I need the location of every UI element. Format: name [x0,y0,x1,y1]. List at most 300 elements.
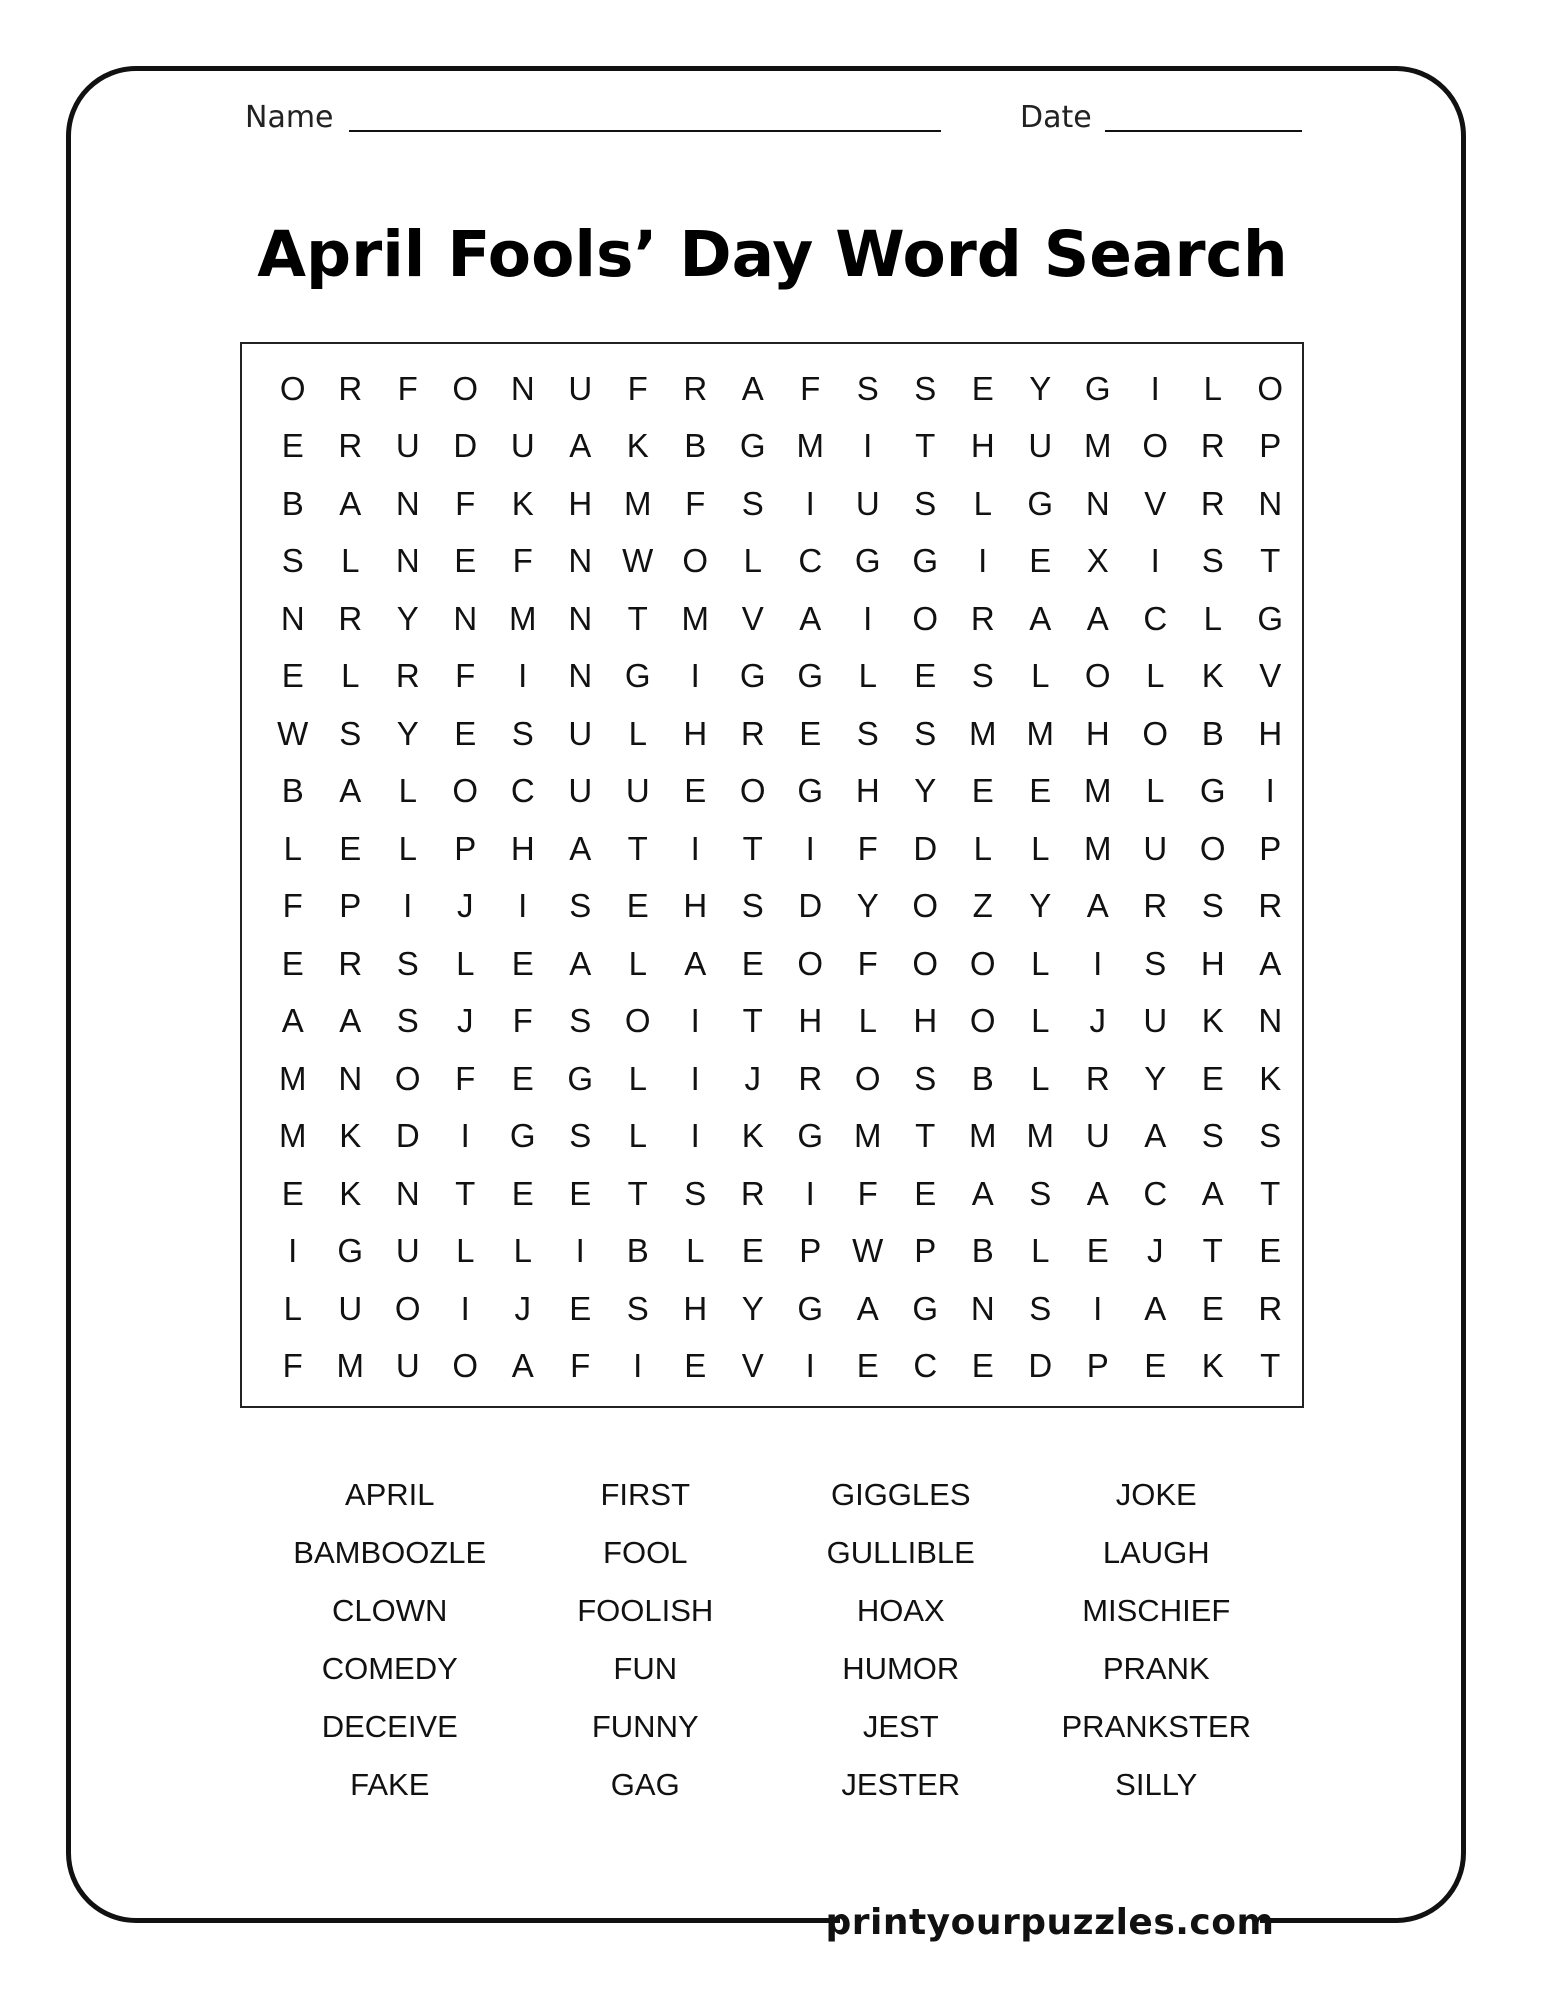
grid-cell[interactable]: J [457,887,474,925]
grid-cell[interactable]: E [511,1059,534,1097]
grid-cell[interactable]: E [1259,1232,1282,1270]
grid-cell[interactable]: J [1147,1232,1164,1270]
grid-cell[interactable]: U [1085,1117,1110,1155]
grid-cell[interactable]: E [511,944,534,982]
grid-cell[interactable]: S [856,369,879,407]
grid-cell[interactable]: Y [1029,369,1052,407]
grid-cell[interactable]: S [741,484,764,522]
grid-cell[interactable]: O [1257,369,1284,407]
grid-cell[interactable]: O [1142,714,1169,752]
grid-cell[interactable]: E [569,1174,592,1212]
grid-cell[interactable]: M [279,1059,307,1097]
grid-cell[interactable]: H [855,772,880,810]
grid-cell[interactable]: R [798,1059,823,1097]
grid-cell[interactable]: N [1258,1002,1283,1040]
grid-cell[interactable]: F [512,542,533,580]
grid-cell[interactable]: H [913,1002,938,1040]
grid-cell[interactable]: H [1085,714,1110,752]
grid-cell[interactable]: F [570,1347,591,1385]
grid-cell[interactable]: V [741,1347,764,1385]
name-line[interactable] [349,130,941,132]
grid-cell[interactable]: S [971,657,994,695]
grid-cell[interactable]: I [288,1232,298,1270]
grid-cell[interactable]: J [744,1059,761,1097]
grid-cell[interactable]: I [403,887,413,925]
grid-cell[interactable]: S [1201,542,1224,580]
grid-cell[interactable]: I [1093,1289,1103,1327]
grid-cell[interactable]: F [857,944,878,982]
grid-cell[interactable]: H [798,1002,823,1040]
grid-cell[interactable]: A [339,772,362,810]
grid-cell[interactable]: U [568,772,593,810]
grid-cell[interactable]: K [741,1117,764,1155]
grid-cell[interactable]: S [1029,1174,1052,1212]
grid-cell[interactable]: T [627,829,648,867]
grid-cell[interactable]: U [1028,427,1053,465]
grid-cell[interactable]: T [915,1117,936,1155]
grid-cell[interactable]: N [395,1174,420,1212]
grid-cell[interactable]: F [857,829,878,867]
grid-cell[interactable]: F [455,1059,476,1097]
grid-cell[interactable]: N [1085,484,1110,522]
grid-cell[interactable]: A [799,599,822,637]
grid-cell[interactable]: L [858,657,877,695]
grid-cell[interactable]: G [797,1117,824,1155]
grid-cell[interactable]: F [455,484,476,522]
grid-cell[interactable]: E [511,1174,534,1212]
grid-cell[interactable]: E [684,772,707,810]
grid-cell[interactable]: R [395,657,420,695]
grid-cell[interactable]: E [914,657,937,695]
grid-cell[interactable]: H [1200,944,1225,982]
grid-cell[interactable]: M [969,714,997,752]
grid-cell[interactable]: U [855,484,880,522]
grid-cell[interactable]: R [683,369,708,407]
grid-cell[interactable]: L [398,829,417,867]
grid-cell[interactable]: M [1084,772,1112,810]
grid-cell[interactable]: E [626,887,649,925]
grid-cell[interactable]: G [624,657,651,695]
grid-cell[interactable]: N [338,1059,363,1097]
grid-cell[interactable]: T [627,1174,648,1212]
grid-cell[interactable]: O [969,1002,996,1040]
grid-cell[interactable]: R [338,369,363,407]
grid-cell[interactable]: R [970,599,995,637]
grid-cell[interactable]: Y [1144,1059,1167,1097]
grid-cell[interactable]: O [1084,657,1111,695]
grid-cell[interactable]: B [281,484,304,522]
grid-cell[interactable]: E [281,1174,304,1212]
grid-cell[interactable]: U [395,427,420,465]
grid-cell[interactable]: I [690,1059,700,1097]
grid-cell[interactable]: K [339,1117,362,1155]
grid-cell[interactable]: E [914,1174,937,1212]
grid-cell[interactable]: O [394,1289,421,1327]
grid-cell[interactable]: Y [396,714,419,752]
grid-cell[interactable]: L [341,542,360,580]
grid-cell[interactable]: O [969,944,996,982]
grid-cell[interactable]: W [852,1232,884,1270]
grid-cell[interactable]: O [452,772,479,810]
grid-cell[interactable]: U [395,1232,420,1270]
grid-cell[interactable]: A [684,944,707,982]
grid-cell[interactable]: G [1199,772,1226,810]
grid-cell[interactable]: A [1144,1289,1167,1327]
grid-cell[interactable]: E [1029,542,1052,580]
grid-cell[interactable]: S [914,369,937,407]
grid-cell[interactable]: N [568,599,593,637]
grid-cell[interactable]: I [805,1347,815,1385]
grid-cell[interactable]: X [1086,542,1109,580]
grid-cell[interactable]: G [912,542,939,580]
grid-cell[interactable]: K [511,484,534,522]
grid-cell[interactable]: S [339,714,362,752]
grid-cell[interactable]: L [341,657,360,695]
grid-cell[interactable]: D [453,427,478,465]
grid-cell[interactable]: S [856,714,879,752]
grid-cell[interactable]: W [622,542,654,580]
grid-cell[interactable]: I [1265,772,1275,810]
grid-cell[interactable]: I [690,657,700,695]
grid-cell[interactable]: N [510,369,535,407]
grid-cell[interactable]: M [509,599,537,637]
grid-cell[interactable]: T [627,599,648,637]
grid-cell[interactable]: I [460,1289,470,1327]
grid-cell[interactable]: A [741,369,764,407]
grid-cell[interactable]: S [1201,887,1224,925]
grid-cell[interactable]: T [742,829,763,867]
grid-cell[interactable]: E [1201,1059,1224,1097]
grid-cell[interactable]: R [338,944,363,982]
grid-cell[interactable]: S [281,542,304,580]
grid-cell[interactable]: L [973,484,992,522]
grid-cell[interactable]: I [805,484,815,522]
grid-cell[interactable]: D [798,887,823,925]
grid-cell[interactable]: A [569,427,592,465]
grid-cell[interactable]: O [682,542,709,580]
grid-cell[interactable]: A [1086,599,1109,637]
grid-cell[interactable]: O [912,944,939,982]
grid-cell[interactable]: L [1146,657,1165,695]
grid-cell[interactable]: L [628,1059,647,1097]
grid-cell[interactable]: E [281,944,304,982]
grid-cell[interactable]: L [513,1232,532,1270]
grid-cell[interactable]: F [800,369,821,407]
grid-cell[interactable]: V [1144,484,1167,522]
grid-cell[interactable]: O [394,1059,421,1097]
grid-cell[interactable]: L [1031,1232,1050,1270]
grid-cell[interactable]: R [338,427,363,465]
grid-cell[interactable]: M [1084,829,1112,867]
grid-cell[interactable]: O [279,369,306,407]
grid-cell[interactable]: O [739,772,766,810]
grid-cell[interactable]: L [628,1117,647,1155]
grid-cell[interactable]: E [1029,772,1052,810]
grid-cell[interactable]: R [1258,1289,1283,1327]
grid-cell[interactable]: G [797,772,824,810]
grid-cell[interactable]: L [858,1002,877,1040]
grid-cell[interactable]: H [568,484,593,522]
grid-cell[interactable]: S [1144,944,1167,982]
grid-cell[interactable]: A [339,1002,362,1040]
grid-cell[interactable]: I [1150,542,1160,580]
grid-cell[interactable]: K [339,1174,362,1212]
grid-cell[interactable]: G [854,542,881,580]
grid-cell[interactable]: U [338,1289,363,1327]
grid-cell[interactable]: K [1201,1002,1224,1040]
grid-cell[interactable]: K [1201,657,1224,695]
grid-cell[interactable]: M [279,1117,307,1155]
grid-cell[interactable]: E [454,542,477,580]
grid-cell[interactable]: S [569,887,592,925]
grid-cell[interactable]: S [741,887,764,925]
grid-cell[interactable]: C [510,772,535,810]
grid-cell[interactable]: S [1259,1117,1282,1155]
grid-cell[interactable]: S [684,1174,707,1212]
grid-cell[interactable]: F [685,484,706,522]
grid-cell[interactable]: A [511,1347,534,1385]
grid-cell[interactable]: N [970,1289,995,1327]
grid-cell[interactable]: I [690,1002,700,1040]
grid-cell[interactable]: T [1260,542,1281,580]
date-line[interactable] [1105,130,1302,132]
grid-cell[interactable]: E [971,1347,994,1385]
grid-cell[interactable]: F [282,1347,303,1385]
grid-cell[interactable]: D [1028,1347,1053,1385]
grid-cell[interactable]: K [1259,1059,1282,1097]
grid-cell[interactable]: N [280,599,305,637]
grid-cell[interactable]: L [283,1289,302,1327]
grid-cell[interactable]: N [568,542,593,580]
grid-cell[interactable]: M [624,484,652,522]
grid-cell[interactable]: H [683,887,708,925]
grid-cell[interactable]: A [1029,599,1052,637]
grid-cell[interactable]: T [915,427,936,465]
grid-cell[interactable]: F [627,369,648,407]
grid-cell[interactable]: O [1142,427,1169,465]
grid-cell[interactable]: E [569,1289,592,1327]
grid-cell[interactable]: I [460,1117,470,1155]
grid-cell[interactable]: S [396,944,419,982]
grid-cell[interactable]: G [739,657,766,695]
grid-cell[interactable]: E [741,1232,764,1270]
grid-cell[interactable]: S [914,1059,937,1097]
grid-cell[interactable]: P [1086,1347,1109,1385]
grid-cell[interactable]: A [569,944,592,982]
grid-cell[interactable]: E [1086,1232,1109,1270]
grid-cell[interactable]: A [971,1174,994,1212]
grid-cell[interactable]: B [281,772,304,810]
grid-cell[interactable]: O [912,887,939,925]
grid-cell[interactable]: G [509,1117,536,1155]
grid-cell[interactable]: H [970,427,995,465]
grid-cell[interactable]: M [854,1117,882,1155]
grid-cell[interactable]: I [690,829,700,867]
grid-cell[interactable]: L [1203,369,1222,407]
grid-cell[interactable]: C [1143,599,1168,637]
grid-cell[interactable]: Y [396,599,419,637]
grid-cell[interactable]: L [1031,944,1050,982]
grid-cell[interactable]: E [281,427,304,465]
grid-cell[interactable]: P [1259,427,1282,465]
grid-cell[interactable]: O [452,1347,479,1385]
grid-cell[interactable]: O [912,599,939,637]
grid-cell[interactable]: E [454,714,477,752]
grid-cell[interactable]: S [569,1117,592,1155]
grid-cell[interactable]: O [452,369,479,407]
grid-cell[interactable]: H [683,1289,708,1327]
grid-cell[interactable]: U [625,772,650,810]
grid-cell[interactable]: V [1259,657,1282,695]
grid-cell[interactable]: K [626,427,649,465]
grid-cell[interactable]: S [1201,1117,1224,1155]
grid-cell[interactable]: A [856,1289,879,1327]
grid-cell[interactable]: W [277,714,309,752]
grid-cell[interactable]: U [568,369,593,407]
grid-cell[interactable]: E [971,369,994,407]
grid-cell[interactable]: L [1031,657,1050,695]
grid-cell[interactable]: E [684,1347,707,1385]
grid-cell[interactable]: O [854,1059,881,1097]
grid-cell[interactable]: R [1143,887,1168,925]
grid-cell[interactable]: E [799,714,822,752]
grid-cell[interactable]: M [681,599,709,637]
grid-cell[interactable]: L [1031,1059,1050,1097]
grid-cell[interactable]: B [971,1059,994,1097]
grid-cell[interactable]: R [1085,1059,1110,1097]
grid-cell[interactable]: E [741,944,764,982]
grid-cell[interactable]: L [743,542,762,580]
grid-cell[interactable]: Y [1029,887,1052,925]
grid-cell[interactable]: L [1203,599,1222,637]
grid-cell[interactable]: G [797,1289,824,1327]
grid-cell[interactable]: B [626,1232,649,1270]
grid-cell[interactable]: R [1258,887,1283,925]
grid-cell[interactable]: D [395,1117,420,1155]
grid-cell[interactable]: E [1201,1289,1224,1327]
grid-cell[interactable]: C [913,1347,938,1385]
grid-cell[interactable]: O [1199,829,1226,867]
grid-cell[interactable]: M [969,1117,997,1155]
grid-cell[interactable]: U [1143,829,1168,867]
grid-cell[interactable]: Y [856,887,879,925]
grid-cell[interactable]: M [796,427,824,465]
grid-cell[interactable]: R [1200,427,1225,465]
grid-cell[interactable]: A [1144,1117,1167,1155]
grid-cell[interactable]: S [396,1002,419,1040]
grid-cell[interactable]: G [567,1059,594,1097]
grid-cell[interactable]: T [1260,1174,1281,1212]
grid-cell[interactable]: S [914,714,937,752]
grid-cell[interactable]: A [1201,1174,1224,1212]
grid-cell[interactable]: I [575,1232,585,1270]
grid-cell[interactable]: O [624,1002,651,1040]
grid-cell[interactable]: S [626,1289,649,1327]
grid-cell[interactable]: O [797,944,824,982]
grid-cell[interactable]: R [740,714,765,752]
grid-cell[interactable]: L [1146,772,1165,810]
grid-cell[interactable]: A [1086,887,1109,925]
grid-cell[interactable]: T [742,1002,763,1040]
grid-cell[interactable]: A [281,1002,304,1040]
grid-cell[interactable]: I [805,829,815,867]
grid-cell[interactable]: I [1150,369,1160,407]
grid-cell[interactable]: F [455,657,476,695]
grid-cell[interactable]: Y [914,772,937,810]
grid-cell[interactable]: T [1202,1232,1223,1270]
grid-cell[interactable]: N [1258,484,1283,522]
grid-cell[interactable]: M [1026,1117,1054,1155]
grid-cell[interactable]: P [799,1232,822,1270]
grid-cell[interactable]: H [510,829,535,867]
grid-cell[interactable]: P [454,829,477,867]
grid-cell[interactable]: L [628,944,647,982]
grid-cell[interactable]: N [395,542,420,580]
grid-cell[interactable]: N [453,599,478,637]
grid-cell[interactable]: F [282,887,303,925]
grid-cell[interactable]: R [1200,484,1225,522]
grid-cell[interactable]: Z [972,887,993,925]
grid-cell[interactable]: I [863,599,873,637]
grid-cell[interactable]: I [863,427,873,465]
grid-cell[interactable]: B [1201,714,1224,752]
grid-cell[interactable]: E [339,829,362,867]
grid-cell[interactable]: G [912,1289,939,1327]
grid-cell[interactable]: L [628,714,647,752]
grid-cell[interactable]: R [338,599,363,637]
grid-cell[interactable]: E [971,772,994,810]
grid-cell[interactable]: I [978,542,988,580]
grid-cell[interactable]: S [511,714,534,752]
grid-cell[interactable]: S [914,484,937,522]
grid-cell[interactable]: N [568,657,593,695]
grid-cell[interactable]: L [456,944,475,982]
grid-cell[interactable]: M [1084,427,1112,465]
grid-cell[interactable]: L [1031,829,1050,867]
grid-cell[interactable]: I [518,657,528,695]
grid-cell[interactable]: C [798,542,823,580]
grid-cell[interactable]: L [456,1232,475,1270]
grid-cell[interactable]: I [690,1117,700,1155]
grid-cell[interactable]: P [339,887,362,925]
grid-cell[interactable]: V [741,599,764,637]
grid-cell[interactable]: C [1143,1174,1168,1212]
grid-cell[interactable]: G [1257,599,1284,637]
grid-cell[interactable]: E [281,657,304,695]
grid-cell[interactable]: L [973,829,992,867]
grid-cell[interactable]: K [1201,1347,1224,1385]
grid-cell[interactable]: R [740,1174,765,1212]
grid-cell[interactable]: M [1026,714,1054,752]
grid-cell[interactable]: J [514,1289,531,1327]
grid-cell[interactable]: J [457,1002,474,1040]
grid-cell[interactable]: P [1259,829,1282,867]
grid-cell[interactable]: B [684,427,707,465]
grid-cell[interactable]: I [1093,944,1103,982]
grid-cell[interactable]: H [1258,714,1283,752]
grid-cell[interactable]: U [1143,1002,1168,1040]
grid-cell[interactable]: T [455,1174,476,1212]
grid-cell[interactable]: J [1089,1002,1106,1040]
grid-cell[interactable]: F [512,1002,533,1040]
grid-cell[interactable]: E [1144,1347,1167,1385]
grid-cell[interactable]: U [510,427,535,465]
grid-cell[interactable]: P [914,1232,937,1270]
grid-cell[interactable]: T [1260,1347,1281,1385]
grid-cell[interactable]: I [633,1347,643,1385]
grid-cell[interactable]: S [569,1002,592,1040]
grid-cell[interactable]: A [1086,1174,1109,1212]
